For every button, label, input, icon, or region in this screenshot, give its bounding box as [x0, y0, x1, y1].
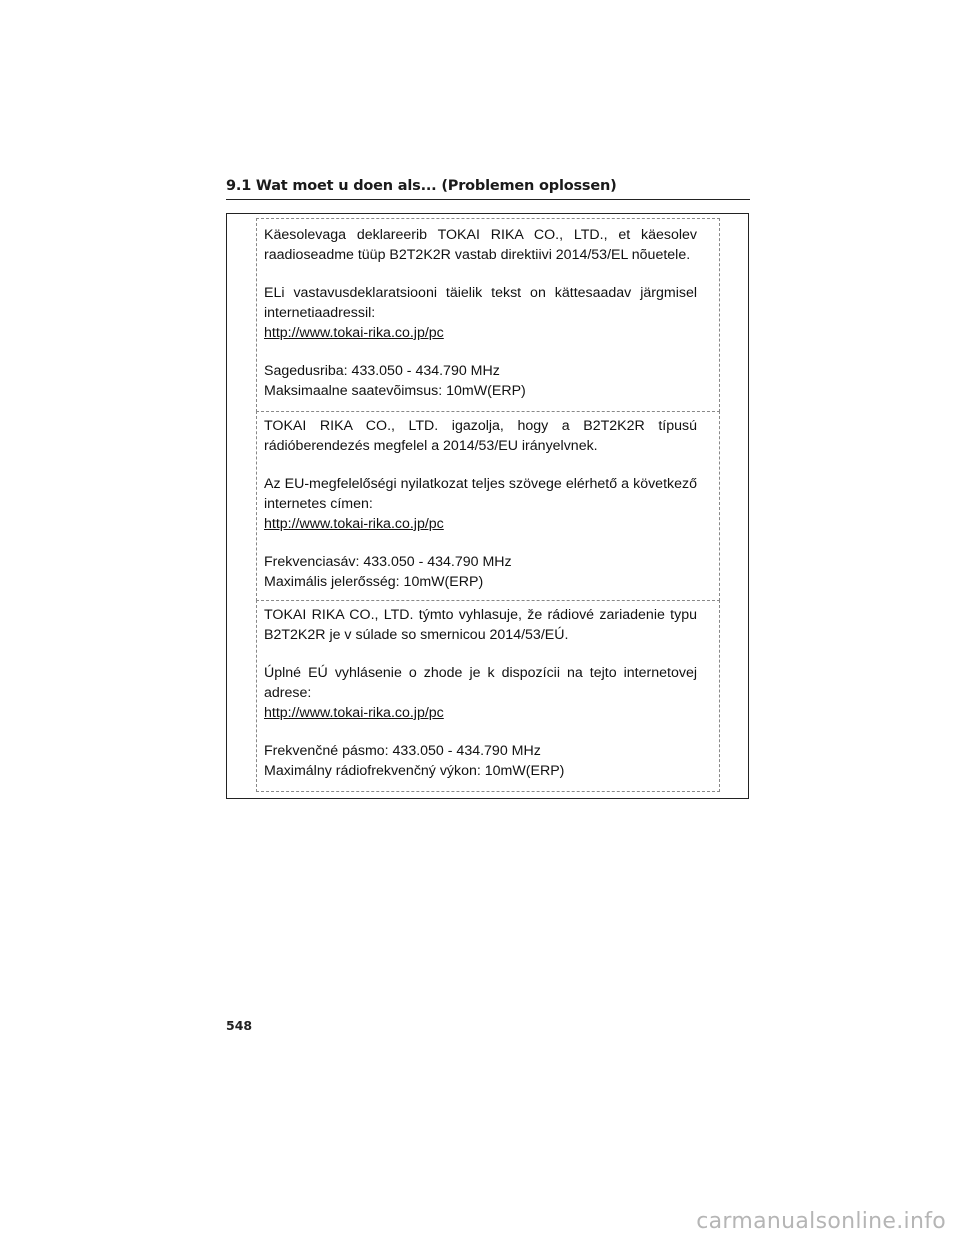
declaration-block-estonian — [256, 218, 720, 412]
declaration-statement: Käesolevaga deklareerib TOKAI RIKA CO., LTD., et käesolev raadioseadme tüüp B2T2K2R vastab direktiivi 2014/53/EL nõuetele. — [264, 227, 697, 263]
declaration-block-hungarian — [256, 411, 720, 601]
declaration-block-slovak — [256, 600, 720, 792]
frequency-specs: Frekvenciasáv: 433.050 - 434.790 MHz Maximális jelerősség: 10mW(ERP) — [264, 554, 512, 590]
frequency-specs: Frekvenčné pásmo: 433.050 - 434.790 MHz Maximálny rádiofrekvenčný výkon: 10mW(ERP) — [264, 743, 565, 779]
declaration-link[interactable]: http://www.tokai-rika.co.jp/pc — [264, 705, 444, 721]
header-divider — [226, 199, 750, 200]
declaration-link[interactable]: http://www.tokai-rika.co.jp/pc — [264, 325, 444, 341]
declaration-statement: TOKAI RIKA CO., LTD. igazolja, hogy a B2T2K2R típusú rádióberendezés megfelel a 2014/53/EU irányelvnek. — [264, 418, 697, 454]
page-number: 548 — [226, 1018, 253, 1033]
section-header-title: 9.1 Wat moet u doen als... (Problemen oplossen) — [226, 178, 617, 194]
watermark: carmanualsonline.info — [696, 1209, 946, 1234]
full-text-notice: Az EU-megfelelőségi nyilatkozat teljes szövege elérhető a következő internetes címen: http://www.tokai-rika.co.jp/pc — [264, 476, 697, 532]
full-text-notice: ELi vastavusdeklaratsiooni täielik tekst on kättesaadav järgmisel internetiaadressil: http://www.tokai-rika.co.jp/pc — [264, 285, 697, 341]
declaration-statement: TOKAI RIKA CO., LTD. týmto vyhlasuje, že rádiové zariadenie typu B2T2K2R je v súlade so smernicou 2014/53/EÚ. — [264, 607, 697, 643]
frequency-specs: Sagedusriba: 433.050 - 434.790 MHz Maksimaalne saatevõimsus: 10mW(ERP) — [264, 363, 526, 399]
declaration-link[interactable]: http://www.tokai-rika.co.jp/pc — [264, 516, 444, 532]
full-text-notice: Úplné EÚ vyhlásenie o zhode je k dispozícii na tejto internetovej adrese: http://www.tokai-rika.co.jp/pc — [264, 665, 697, 721]
